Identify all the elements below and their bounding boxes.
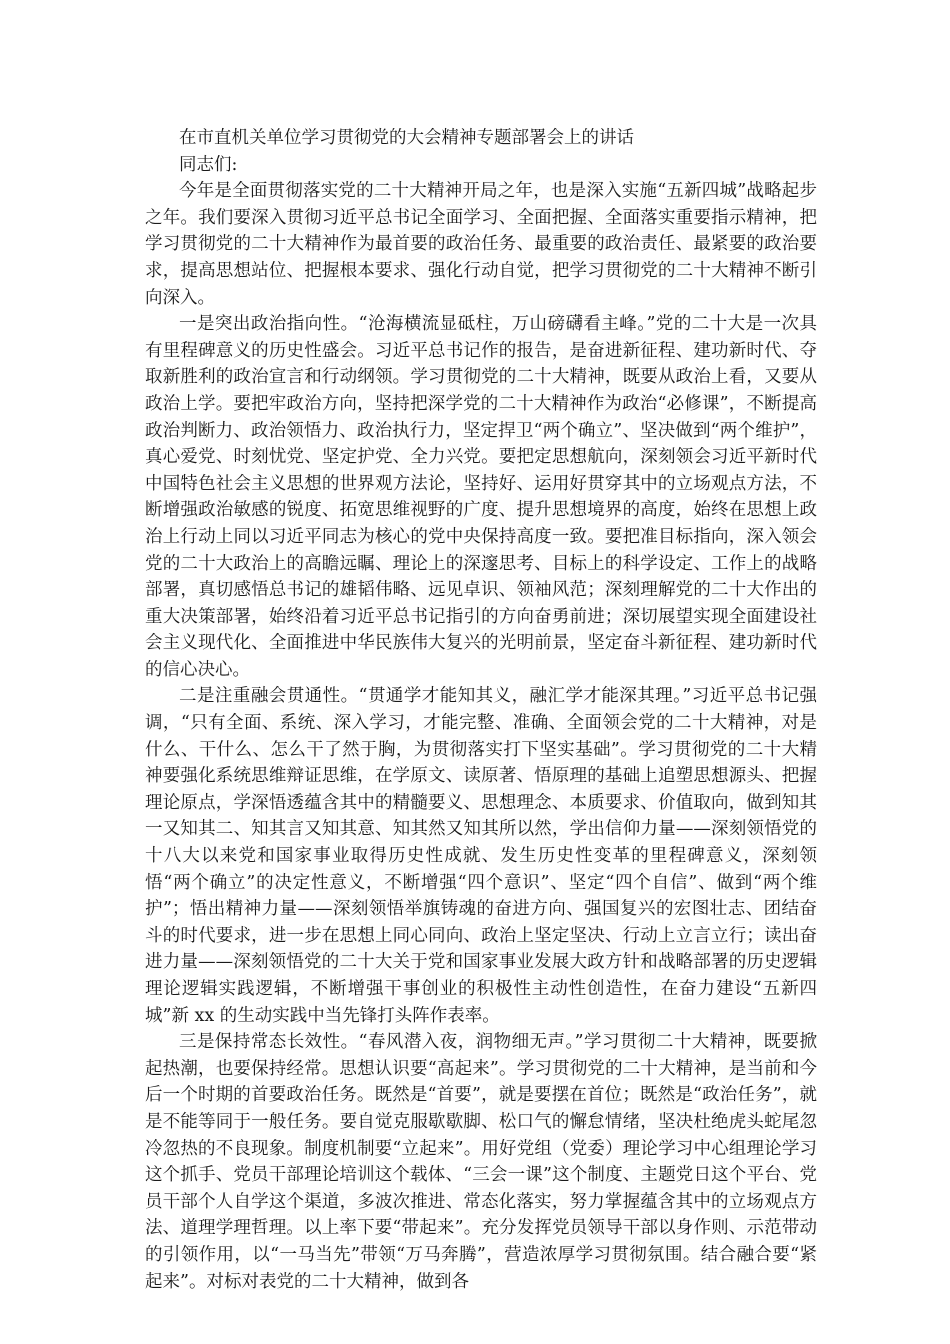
document-body xyxy=(145,125,817,1295)
paragraph-integration: 二是注重融会贯通性。“贯通学才能知其义，融汇学才能深其理。”习近平总书记强调，“只有全面、系统、深入学习，才能完整、准确、全面领会党的二十大精神，对是什么、干什么、怎么干了然于胸，为贯彻落实打下坚实基础”。学习贯彻党的二十大精神要强化系统思维辩证思维，在学原文、读原著、悟原理的基础上追塑思想源头、把握理论原点，学深悟透蕴含其中的精髓要义、思想理念、本质要求、价值取向，做到知其一又知其二、知其言又知其意、知其然又知其所以然，学出信仰力量——深刻领悟党的十八大以来党和国家事业取得历史性成就、发生历史性变革的里程碑意义，深刻领悟“两个确立”的决定性意义，不断增强“四个意识”、坚定“四个自信”、做到“两个维护”；悟出精神力量——深刻领悟举旗铸魂的奋进方向、强国复兴的宏图壮志、团结奋斗的时代要求，进一步在思想上同心同向、政治上坚定坚决、行动上立言立行；读出奋进力量——深刻领悟党的二十大关于党和国家事业发展大政方针和战略部署的历史逻辑理论逻辑实践逻辑，不断增强干事创业的积极性主动性创造性，在奋力建设“五新四城”新 xx 的生动实践中当先锋打头阵作表率。 xyxy=(145,686,817,1026)
paragraph-political-orientation: 一是突出政治指向性。“沧海横流显砥柱，万山磅礴看主峰。”党的二十大是一次具有里程碑意义的历史性盛会。习近平总书记作的报告，是奋进新征程、建功新时代、夺取新胜利的政治宣言和行动纲领。学习贯彻党的二十大精神，既要从政治上看，又要从政治上学。要把牢政治方向，坚持把深学党的二十大精神作为政治“必修课”，不断提高政治判断力、政治领悟力、政治执行力，坚定捍卫“两个确立”、坚决做到“两个维护”，真心爱党、时刻忧党、坚定护党、全力兴党。要把定思想航向，深刻领会习近平新时代中国特色社会主义思想的世界观方法论，坚持好、运用好贯穿其中的立场观点方法，不断增强政治敏感的锐度、拓宽思维视野的广度、提升思想境界的高度，始终在思想上政治上行动上同以习近平同志为核心的党中央保持高度一致。要把准目标指向，深入领会党的二十大政治上的高瞻远瞩、理论上的深邃思考、目标上的科学设定、工作上的战略部署，真切感悟总书记的雄韬伟略、远见卓识、领袖风范；深刻理解党的二十大作出的重大决策部署，始终沿着习近平总书记指引的方向奋勇前进；深切展望实现全面建设社会主义现代化、全面推进中华民族伟大复兴的光明前景，坚定奋斗新征程、建功新时代的信心决心。 xyxy=(145,314,817,680)
salutation: 同志们: xyxy=(179,154,238,175)
paragraph-normalization: 三是保持常态长效性。“春风潜入夜，润物细无声。”学习贯彻二十大精神，既要掀起热潮，也要保持经常。思想认识要“高起来”。学习贯彻党的二十大精神，是当前和今后一个时期的首要政治任务。既然是“首要”，就是要摆在首位；既然是“政治任务”，就是不能等同于一般任务。要自觉克服歇歇脚、松口气的懈怠情绪，坚决杜绝虎头蛇尾忽冷忽热的不良现象。制度机制要“立起来”。用好党组（党委）理论学习中心组理论学习这个抓手、党员干部理论培训这个载体、“三会一课”这个制度、主题党日这个平台、党员干部个人自学这个渠道，多波次推进、常态化落实，努力掌握蕴含其中的立场观点方法、道理学理哲理。以上率下要“带起来”。充分发挥党员领导干部以身作则、示范带动的引领作用，以“一马当先”带领“万马奔腾”，营造浓厚学习贯彻氛围。结合融合要“紧起来”。对标对表党的二十大精神，做到各 xyxy=(145,1032,817,1292)
paragraph-intro: 今年是全面贯彻落实党的二十大精神开局之年，也是深入实施“五新四城”战略起步之年。我们要深入贯彻习近平总书记全面学习、全面把握、全面落实重要指示精神，把学习贯彻党的二十大精神作为最首要的政治任务、最重要的政治责任、最紧要的政治要求，提高思想站位、把握根本要求、强化行动自觉，把学习贯彻党的二十大精神不断引向深入。 xyxy=(145,181,817,308)
document-title: 在市直机关单位学习贯彻党的大会精神专题部署会上的讲话 xyxy=(179,128,634,148)
